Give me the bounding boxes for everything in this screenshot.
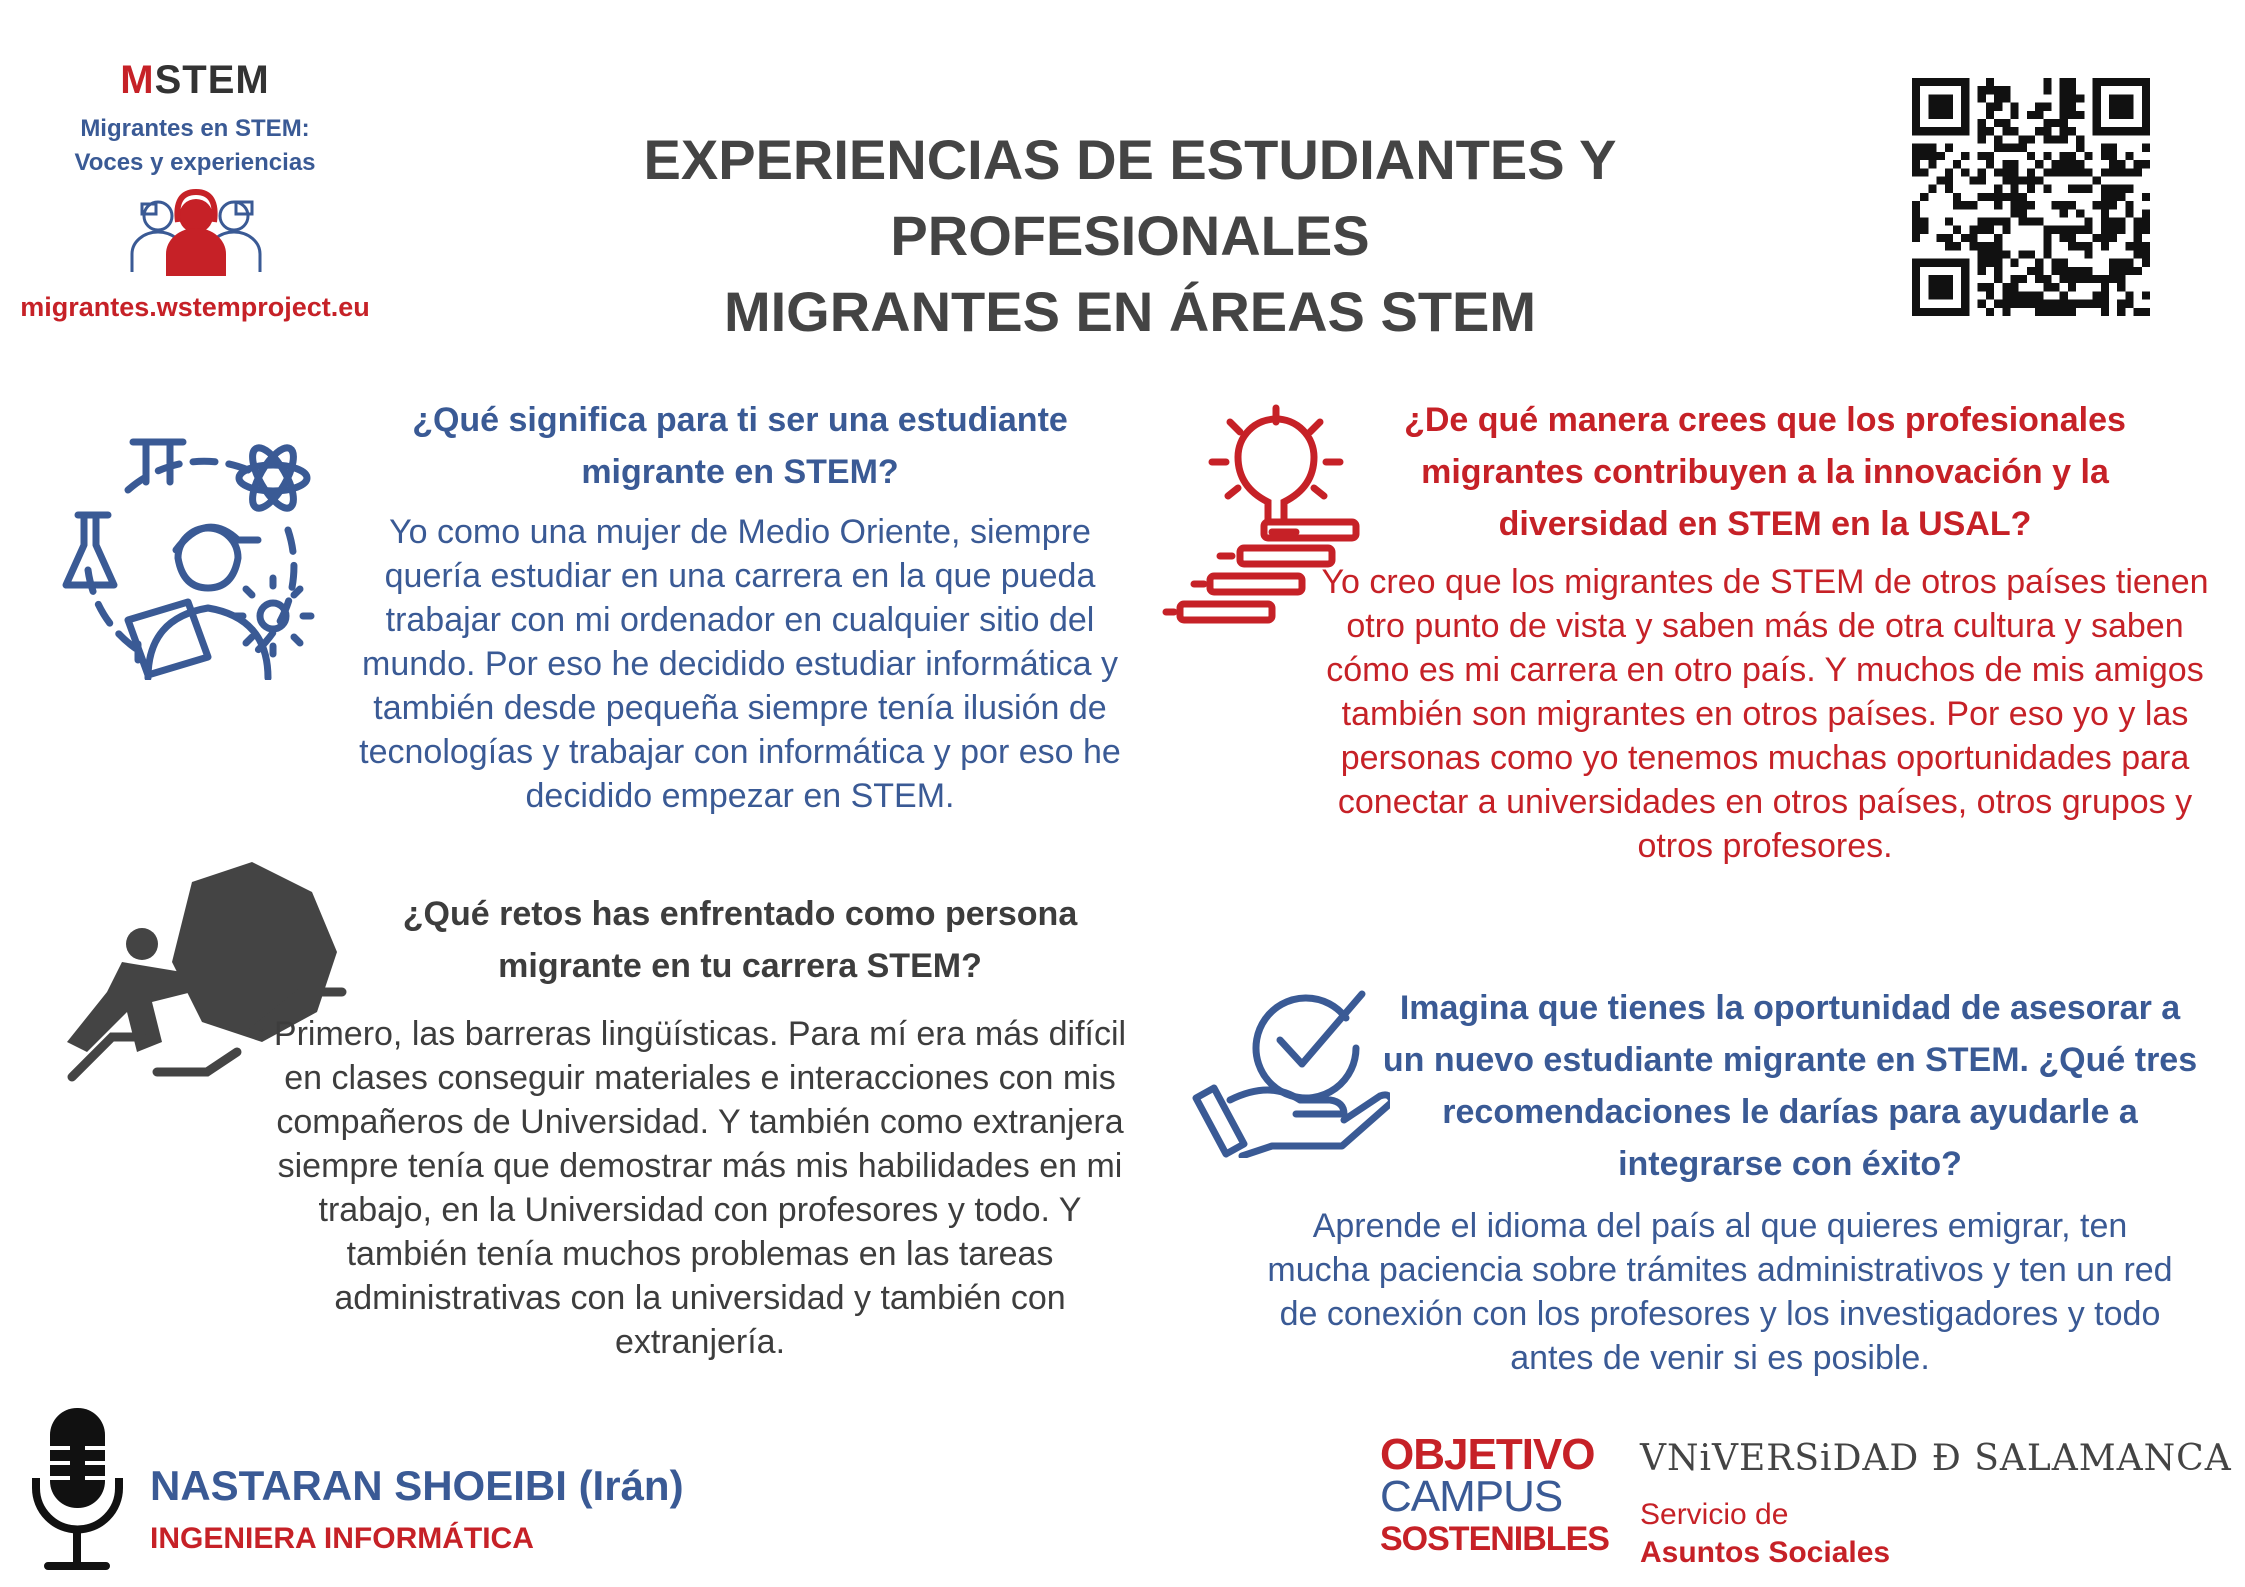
microphone-icon — [30, 1408, 125, 1573]
question-3: ¿De qué manera crees que los profesionales migrantes contribuyen a la innovación y la diversidad en STEM en la USAL? — [1404, 401, 2126, 543]
science-student-icon — [58, 420, 318, 680]
service-name: Asuntos Sociales — [1640, 1536, 1891, 1569]
qr-code[interactable] — [1912, 78, 2150, 316]
university-logo: VNiVERSiDAD Ð SALAMANCA — [1640, 1438, 2232, 1479]
logo-subtitle: Migrantes en STEM: Voces y experiencias — [74, 115, 316, 176]
answer-4: Aprende el idioma del país al que quieres emigrar, ten mucha paciencia sobre trámites administrativos y ten un red de conexión con los profesores y los investigadores y todo antes de venir si es posible. — [1267, 1207, 2173, 1377]
logo-title: MSTEM — [120, 58, 270, 102]
question-2: ¿Qué retos has enfrentado como persona migrante en tu carrera STEM? — [402, 895, 1078, 985]
service-label: Servicio de — [1640, 1498, 1789, 1531]
speaker-name: NASTARAN SHOEIBI (Irán) — [150, 1462, 684, 1509]
answer-3: Yo creo que los migrantes de STEM de otros países tienen otro punto de vista y saben más de otra cultura y saben cómo es mi carrera en otro país. Y muchos de mis amigos también son migrantes en otros países. Por eso yo y las personas como yo tenemos muchas oportunidades para conectar a universidades en otros países, otros grupos y otros profesores. — [1321, 563, 2209, 865]
hand-checkmark-icon — [1190, 978, 1390, 1158]
logo-url[interactable]: migrantes.wstemproject.eu — [20, 292, 370, 322]
objetivo-campus-sostenibles-logo: OBJETIVO CAMPUS SOSTENIBLES — [1380, 1430, 1609, 1558]
people-icon — [126, 186, 266, 276]
question-4: Imagina que tienes la oportunidad de asesorar a un nuevo estudiante migrante en STEM. ¿Qué tres recomendaciones le darías para ayudarle a integrarse con éxito? — [1382, 989, 2198, 1183]
question-1: ¿Qué significa para ti ser una estudiante migrante en STEM? — [412, 401, 1068, 491]
speaker-role: INGENIERA INFORMÁTICA — [150, 1522, 534, 1555]
answer-1: Yo como una mujer de Medio Oriente, siempre quería estudiar en una carrera en la que pueda trabajar con mi ordenador en cualquier sitio del mundo. Por eso he decidido estudiar informática y también desde pequeña siempre tenía ilusión de tecnologías y trabajar con informática y por eso he decidido empezar en STEM. — [359, 513, 1121, 815]
answer-2: Primero, las barreras lingüísticas. Para mí era más difícil en clases conseguir materiales e interacciones con mis compañeros de Universidad. Y también como extranjera siempre tenía que demostrar más mis habilidades en mi trabajo, en la Universidad con profesores y todo. Y también tenía muchos problemas en las tareas administrativas con la universidad y también con extranjería. — [273, 1015, 1127, 1361]
page-title: EXPERIENCIAS DE ESTUDIANTES Y PROFESIONALES MIGRANTES EN ÁREAS STEM — [643, 128, 1617, 343]
